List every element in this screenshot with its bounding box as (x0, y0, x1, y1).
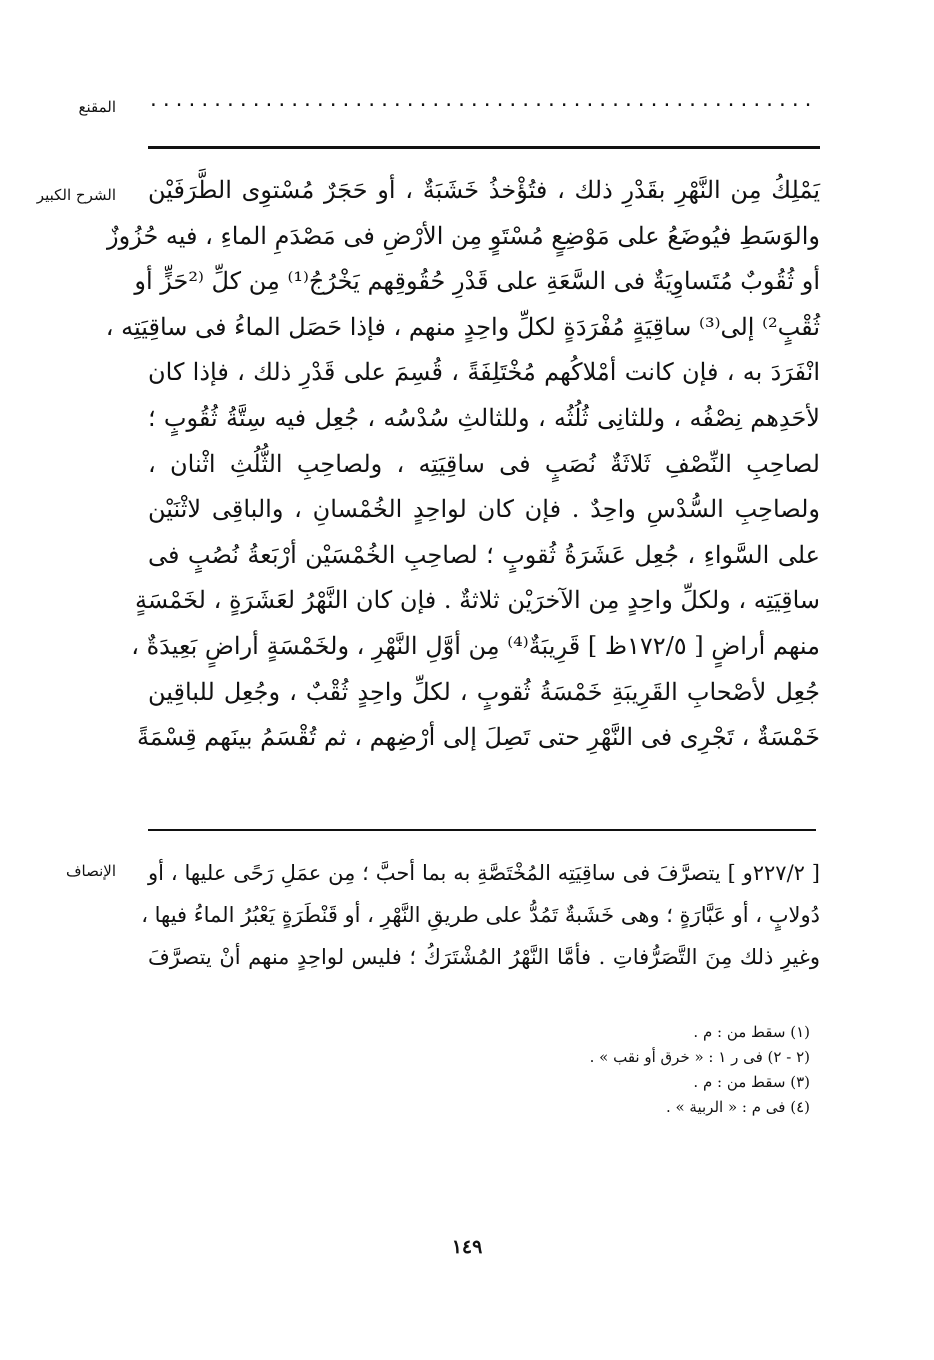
insaf-line: [ ٢٢٧/٢و ] يتصرَّفَ فى ساقِيَتِه المُخْتَصَّةِ به بما أحبَّ ؛ مِن عمَلِ رَحًى عليها ، أو (148, 861, 820, 885)
footnote: (٢ - ٢) فى ر ١ : « خرق أو نقب » . (589, 1048, 810, 1066)
sharh-line: انْفَرَدَ به ، فإن كانت أمْلاكُهم مُخْتَلِفَةً ، قُسِمَ على قَدْرِ ذلك ، فإذا كان (148, 358, 821, 387)
sharh-line: لأحَدِهم نِصْفُه ، وللثانِى ثُلُثُه ، وللثالثِ سُدْسُه ، جُعِل فيه سِتَّةُ ثُقُوبٍ ؛ (148, 403, 820, 432)
header-leader-dots: .................................................... (148, 90, 816, 111)
sharh-line: ولصاحِبِ السُّدْسِ واحِدٌ . فإن كان لواحِدٍ الخُمْسانِ ، والباقِى لاثْنَيْن (148, 495, 820, 524)
header-rule (148, 146, 820, 149)
footnotes (300, 1020, 810, 1120)
footnote: (٣) سقط من : م . (693, 1073, 810, 1091)
side-label-insaf: الإنصاف (65, 862, 116, 880)
page-number: ١٤٩ (451, 1236, 483, 1258)
sharh-line: والوَسَطِ فيُوضَعُ على مَوْضِعٍ مُسْتَوٍ مِن الأرْضِ فى مَصْدَمِ الماءِ ، فيه حُزُوزٌ (107, 221, 820, 250)
sharh-text-block (105, 168, 821, 761)
sharh-line: ثُقْبٍ²⁾ إلى⁽³⁾ ساقِيَةٍ مُفْرَدَةٍ لكلِّ واحِدٍ منهم ، فإذا حَصَل الماءُ فى ساقِيَتِه ، (105, 312, 820, 341)
side-label-sharh: الشرح الكبير (36, 186, 116, 204)
sharh-line: أو ثُقُوبٌ مُتَساوِيَةٌ فى السَّعَةِ على قَدْرِ حُقُوقِهم يَخْرُجُ⁽¹⁾ مِن كلِّ ⁽²حَزٍّ أو (134, 267, 820, 296)
insaf-line: دُولابٍ ، أو عَبَّارَةٍ ؛ وهى خَشَبةٌ تَمُدُّ على طريقِ النَّهْرِ ، أو قَنْطَرَةٍ يَعْبُرُ الماءُ فيها ، (141, 903, 820, 927)
sharh-line: يَمْلِكُ مِن النَّهْرِ بقَدْرِ ذلك ، فتُؤْخذُ خَشَبَةٌ ، أو حَجَرٌ مُسْتوِى الطَّرَفَيْن (148, 176, 820, 204)
footnote: (١) سقط من : م . (693, 1023, 810, 1041)
sharh-line: خَمْسَةٌ ، تَجْرِى فى النَّهْرِ حتى تَصِلَ إلى أرْضِهم ، ثم تُقْسَمُ بينَهم قِسْمَةً (137, 723, 820, 752)
sharh-line: ساقِيَتِه ، ولكلِّ واحِدٍ مِن الآخرَيْن ثلاثةٌ . فإن كان النَّهْرُ لعَشَرَةٍ ، لخَمْسَةٍ (135, 586, 820, 615)
sharh-line: جُعِل لأصْحابِ القَرِيبَةِ خَمْسَةُ ثُقوبٍ ، لكلِّ واحِدٍ ثُقْبٌ ، وجُعِل للباقِين (148, 677, 820, 706)
section-divider (148, 829, 816, 831)
insaf-line: وغيرِ ذلك مِنَ التَّصَرُّفاتِ . فأمَّا النَّهْرُ المُشْتَرَكُ ؛ فليس لواحِدٍ منهم أنْ يتصرَّفَ (148, 945, 820, 969)
footnote: (٤) فى م : « الربية » . (665, 1098, 810, 1116)
insaf-text-block (141, 852, 820, 978)
sharh-line: لصاحِبِ النِّصْفِ ثَلاثَةٌ نُصَبٍ فى ساقِيَتِه ، ولصاحِبِ الثُّلُثِ اثْنان ، (148, 449, 820, 478)
sharh-line: منهم أراضٍ [ ١٧٢/٥ظ ] قَرِيبَةٌ⁽⁴⁾ مِن أوَّلِ النَّهْرِ ، ولخَمْسَةٍ أراضٍ بَعِيدَةٌ ، (131, 631, 820, 660)
sharh-line: على السَّواءِ ، جُعِل عَشَرَةُ ثُقوبٍ ؛ لصاحِبِ الخُمْسَيْن أرْبَعةُ نُصُبٍ فى (148, 540, 820, 569)
running-header-title: المقنع (78, 98, 116, 116)
